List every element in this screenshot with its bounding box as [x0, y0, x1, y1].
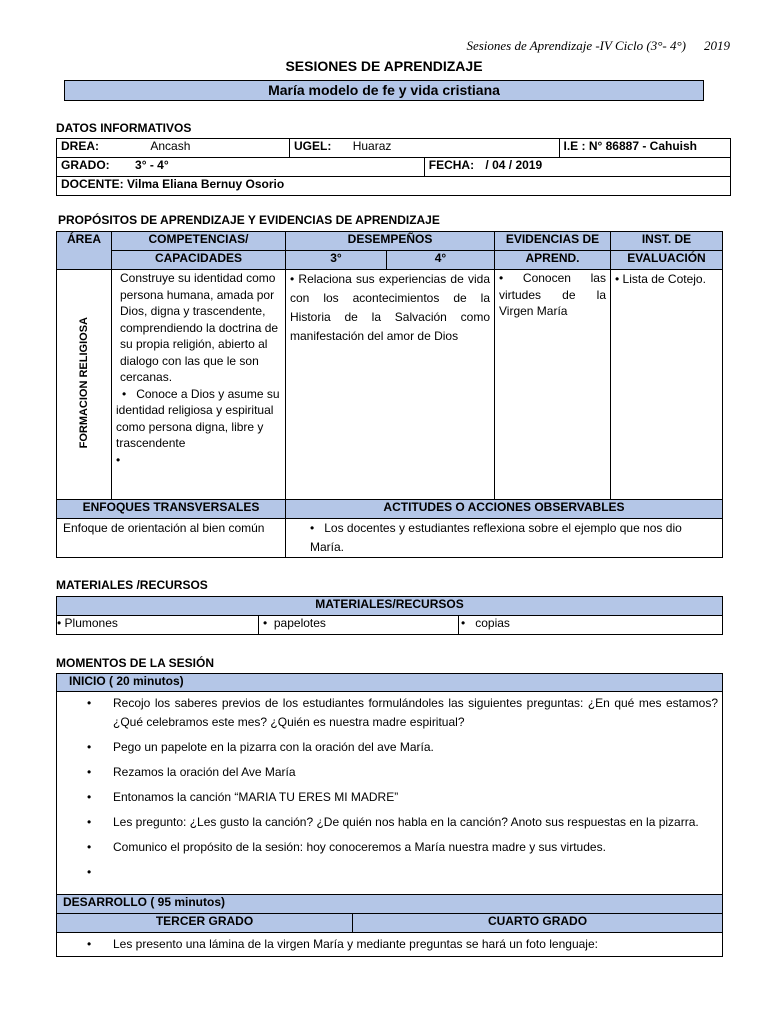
ie-cell: I.E : N° 86887 - Cahuish: [559, 139, 731, 158]
evaluacion-header: EVALUACIÓN: [611, 251, 723, 270]
cuarto-grado-header: CUARTO GRADO: [353, 914, 723, 933]
evidencia-text: Conocen las virtudes de la Virgen María: [499, 271, 606, 318]
running-year: 2019: [704, 38, 730, 53]
area-header: ÁREA: [57, 232, 112, 270]
inicio-body: [57, 692, 723, 895]
material-text: copias: [475, 616, 510, 630]
evidencia-cell: [495, 270, 611, 500]
drea-label: DREA:: [61, 139, 99, 153]
enfoques-header: ENFOQUES TRANSVERSALES: [57, 500, 286, 519]
desempeno-text: Relaciona sus experiencias de vida con los acontecimientos de la Historia de la Salvación como manifestación del amor de Dios: [290, 272, 490, 343]
running-title: Sesiones de Aprendizaje -IV Ciclo (3°- 4°): [466, 38, 686, 53]
desarrollo-body: [57, 933, 723, 957]
desarrollo-header: DESARROLLO ( 95 minutos): [57, 895, 723, 914]
inicio-item: • Rezamos la oración del Ave María: [57, 763, 722, 782]
desempeno-cell: [286, 270, 495, 500]
competencias-cell: [112, 270, 286, 500]
desarrollo-list: [57, 935, 722, 954]
drea-value: Ancash: [150, 139, 191, 153]
actitud-text: Los docentes y estudiantes reflexiona sobre el ejemplo que nos dio María.: [310, 521, 682, 554]
bullet: •: [310, 521, 315, 535]
momentos-table: [56, 673, 723, 957]
grado-cell: [57, 158, 425, 177]
instrumento-text: Lista de Cotejo.: [622, 272, 706, 286]
inicio-header: INICIO ( 20 minutos): [57, 674, 723, 692]
inicio-item: • Les pregunto: ¿Les gusto la canción? ¿De quién nos habla en la canción? Anoto sus respuestas en la pizarra.: [57, 813, 722, 832]
docente-cell: DOCENTE: Vilma Eliana Bernuy Osorio: [57, 177, 731, 196]
grado-value: 3° - 4°: [135, 158, 169, 172]
page-title: SESIONES DE APRENDIZAJE: [285, 58, 483, 74]
evidencias-header: EVIDENCIAS DE: [495, 232, 611, 251]
inicio-item: [57, 863, 722, 882]
desarrollo-item: • Les presento una lámina de la virgen María y mediante preguntas se hará un foto lenguaje:: [57, 935, 722, 954]
competencia-empty-bullet: •: [116, 452, 121, 467]
area-vertical-label: FORMACION RELIGIOSA: [78, 317, 90, 449]
datos-section-title: DATOS INFORMATIVOS: [56, 121, 192, 135]
running-header: [466, 38, 730, 54]
competencia-2-text: Conoce a Dios y asume su identidad religiosa y espiritual como persona digna, libre y trascendente: [116, 386, 280, 450]
competencia-1: Construye su identidad como persona humana, amada por Dios, digna y trascendente, comprendiendo la doctrina de su propia religión, abierto al dialogo con las que le son cercanas.: [120, 271, 279, 384]
inicio-item: • Entonamos la canción “MARIA TU ERES MI MADRE”: [57, 788, 722, 807]
propositos-table: [56, 231, 723, 558]
competencias-header: COMPETENCIAS/: [112, 232, 286, 251]
inicio-item: • Comunico el propósito de la sesión: hoy conoceremos a María nuestra madre y sus virtudes.: [57, 838, 722, 857]
propositos-section-title: PROPÓSITOS DE APRENDIZAJE Y EVIDENCIAS DE APRENDIZAJE: [58, 213, 440, 227]
actitudes-header: ACTITUDES O ACCIONES OBSERVABLES: [286, 500, 723, 519]
material-text: Plumones: [64, 616, 118, 630]
material-item: • papelotes: [259, 616, 459, 635]
fecha-label: FECHA:: [428, 158, 475, 172]
ugel-cell: [290, 139, 560, 158]
bullet: •: [290, 272, 295, 286]
grade4-header: 4°: [387, 251, 495, 270]
inicio-item: • Recojo los saberes previos de los estudiantes formulándoles las siguientes preguntas: ¿En qué mes estamos? ¿Qué celebramos este mes? ¿Quién es nuestra madre espiritual?: [57, 694, 722, 732]
bullet: •: [615, 272, 620, 286]
desempenos-header: DESEMPEÑOS: [286, 232, 495, 251]
competencia-2: • Conoce a Dios y asume su identidad religiosa y espiritual como persona digna, libre y trascendente: [116, 386, 280, 450]
session-subtitle: María modelo de fe y vida cristiana: [64, 80, 704, 101]
capacidades-header: CAPACIDADES: [112, 251, 286, 270]
inicio-item: • Pego un papelote en la pizarra con la oración del ave María.: [57, 738, 722, 757]
aprend-header: APREND.: [495, 251, 611, 270]
materiales-table: [56, 596, 723, 635]
grade3-header: 3°: [286, 251, 387, 270]
materiales-header: MATERIALES/RECURSOS: [57, 597, 723, 616]
enfoque-cell: Enfoque de orientación al bien común: [57, 519, 286, 558]
instrumento-cell: [611, 270, 723, 500]
ugel-label: UGEL:: [294, 139, 332, 153]
material-item: • copias: [459, 616, 723, 635]
inicio-list: [57, 694, 722, 882]
datos-table: [56, 138, 731, 196]
bullet: •: [499, 271, 504, 285]
actitud-cell: [286, 519, 723, 558]
momentos-section-title: MOMENTOS DE LA SESIÓN: [56, 656, 215, 670]
inst-header: INST. DE: [611, 232, 723, 251]
tercer-grado-header: TERCER GRADO: [57, 914, 353, 933]
grado-label: GRADO:: [61, 158, 110, 172]
fecha-value: / 04 / 2019: [485, 158, 543, 172]
drea-cell: [57, 139, 290, 158]
material-text: papelotes: [273, 616, 326, 630]
ugel-value: Huaraz: [352, 139, 392, 153]
material-item: • Plumones: [57, 616, 259, 635]
fecha-cell: [424, 158, 730, 177]
area-cell: [57, 270, 112, 500]
materiales-section-title: MATERIALES /RECURSOS: [56, 578, 208, 592]
